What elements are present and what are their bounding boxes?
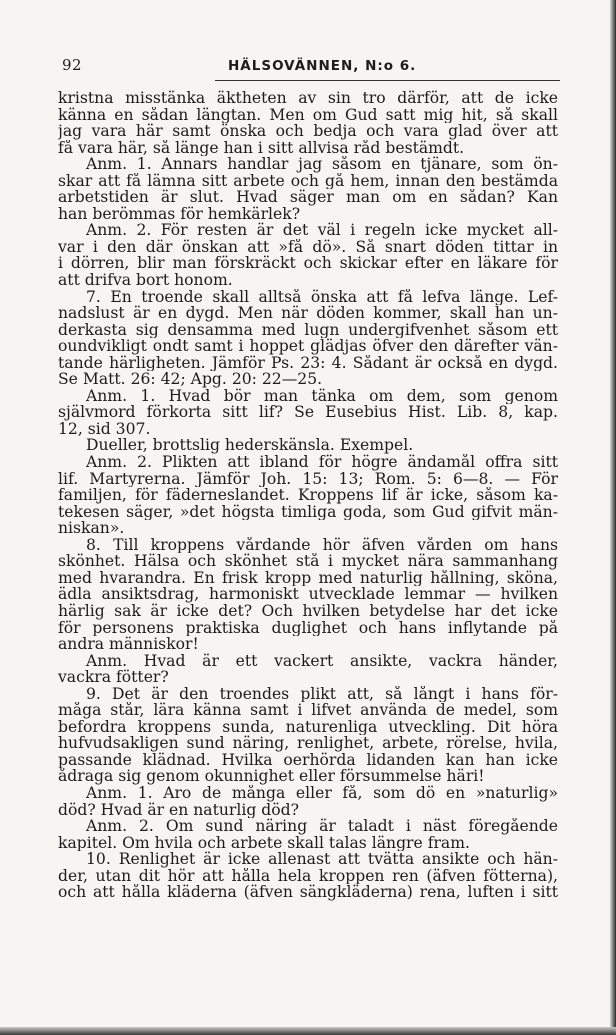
- text-line: vackra fötter?: [58, 669, 169, 686]
- text-line: kapitel. Om hvila och arbete skall talas längre fram.: [58, 834, 470, 852]
- text-line: jag vara här samt önska och bedja och vara glad över att: [58, 123, 558, 140]
- text-line: oundvikligt ondt samt i hoppet glädjas öfver den därefter vän-: [58, 338, 558, 355]
- text-line: att drifva bort honom.: [58, 272, 233, 289]
- text-line: nadslust är en dygd. Men när döden kommer, skall han un-: [58, 305, 558, 322]
- text-line: självmord förkorta sitt lif? Se Eusebius Hist. Lib. 8, kap.: [58, 404, 558, 421]
- text-line: och att hålla kläderna (äfven sängkläderna) rena, luften i sitt: [58, 884, 558, 901]
- text-line: Anm. 2. Plikten att ibland för högre ändamål offra sitt: [86, 454, 558, 471]
- text-line: Anm. 1. Äro de många eller få, som dö en »naturlig»: [86, 784, 558, 802]
- text-line: 8. Till kroppens vårdande hör äfven vården om hans: [86, 536, 558, 554]
- text-line: med hvarandra. En frisk kropp med naturlig hållning, sköna,: [58, 569, 558, 587]
- text-line: arbetstiden är slut. Hvad säger man om en sådan? Kan: [58, 189, 558, 206]
- text-line: Anm. Hvad är ett vackert ansikte, vackra händer,: [86, 652, 558, 670]
- text-line: måga står, lära känna samt i lifvet använda de medel, som: [58, 702, 558, 719]
- text-line: 10. Renlighet är icke allenast att tvätta ansikte och hän-: [86, 851, 558, 868]
- text-line: 12, sid 307.: [58, 420, 151, 438]
- page-bottom-shadow: [0, 1027, 616, 1035]
- text-line: Anm. 2. Om sund näring är taladt i näst föregående: [86, 818, 558, 835]
- text-line: befordra kroppens sunda, naturenliga utveckling. Dit höra: [58, 718, 558, 736]
- text-line: kristna misstänka äktheten av sin tro därför, att de icke: [58, 90, 558, 107]
- text-line: hufvudsakligen sund näring, renlighet, arbete, rörelse, hvila,: [58, 735, 558, 752]
- text-line: Anm. 1. Hvad bör man tänka om dem, som genom: [86, 387, 558, 405]
- text-line: tekesen säger, »det högsta timliga goda, som Gud gifvit män-: [58, 503, 558, 521]
- text-line: få vara här, så länge han i sitt allvisa råd bestämdt.: [58, 139, 465, 157]
- text-line: i dörren, blir man förskräckt och skickar efter en läkare för: [58, 255, 558, 273]
- text-line: familjen, för fäderneslandet. Kroppens lif är icke, såsom ka-: [58, 487, 558, 504]
- text-line: Anm. 1. Annars handlar jag såsom en tjänare, som ön-: [86, 156, 558, 173]
- text-line: 9. Det är den troendes plikt att, så långt i hans för-: [86, 685, 558, 703]
- text-line: känna en sådan längtan. Men om Gud satt mig hit, så skall: [58, 106, 558, 124]
- text-line: Dueller, brottslig hederskänsla. Exempel.: [86, 437, 414, 455]
- text-line: der, utan dit hör att hålla hela kroppen ren (äfven fötterna),: [58, 867, 558, 885]
- body-text: [58, 90, 558, 901]
- text-line: Se Matt. 26: 42; Apg. 20: 22—25.: [58, 371, 323, 388]
- text-line: skönhet. Hälsa och skönhet stå i mycket nära sammanhang: [58, 553, 558, 570]
- page-edge-shadow: [610, 0, 616, 1035]
- text-line: ådraga sig genom okunnighet eller försummelse häri!: [58, 768, 485, 785]
- text-line: lif. Martyrerna. Jämför Joh. 15: 13; Rom. 5: 6—8. — För: [58, 470, 558, 488]
- running-title: HÄLSOVÄNNEN, N:o 6.: [228, 58, 417, 74]
- header-rule: [215, 80, 560, 81]
- text-line: derkasta sig densamma med lugn undergifvenhet såsom ett: [58, 321, 558, 339]
- text-line: niskan».: [58, 520, 125, 537]
- text-line: 7. En troende skall alltså önska att få lefva länge. Lef-: [86, 288, 558, 306]
- text-line: Anm. 2. För resten är det väl i regeln icke mycket all-: [86, 222, 558, 239]
- text-line: för personens praktiska duglighet och hans inflytande på: [58, 619, 558, 637]
- text-line: ädla ansiktsdrag, harmoniskt utvecklade lemmar — hvilken: [58, 586, 558, 603]
- text-line: passande klädnad. Hvilka oerhörda lidanden kan han icke: [58, 751, 558, 769]
- text-line: han berömmas för hemkärlek?: [58, 205, 301, 223]
- page-number: 92: [62, 56, 83, 74]
- text-line: härlig sak är icke det? Och hvilken betydelse har det icke: [58, 602, 558, 620]
- text-line: död? Hvad är en naturlig död?: [58, 801, 299, 819]
- text-line: var i den där önskan att »få dö». Så snart döden tittar in: [58, 238, 558, 256]
- page-header: [58, 52, 558, 78]
- text-line: skar att få lämna sitt arbete och gå hem, innan den bestämda: [58, 172, 558, 190]
- text-line: andra människor!: [58, 636, 199, 653]
- text-line: tande härligheten. Jämför Ps. 23: 4. Sådant är också en dygd.: [58, 354, 558, 372]
